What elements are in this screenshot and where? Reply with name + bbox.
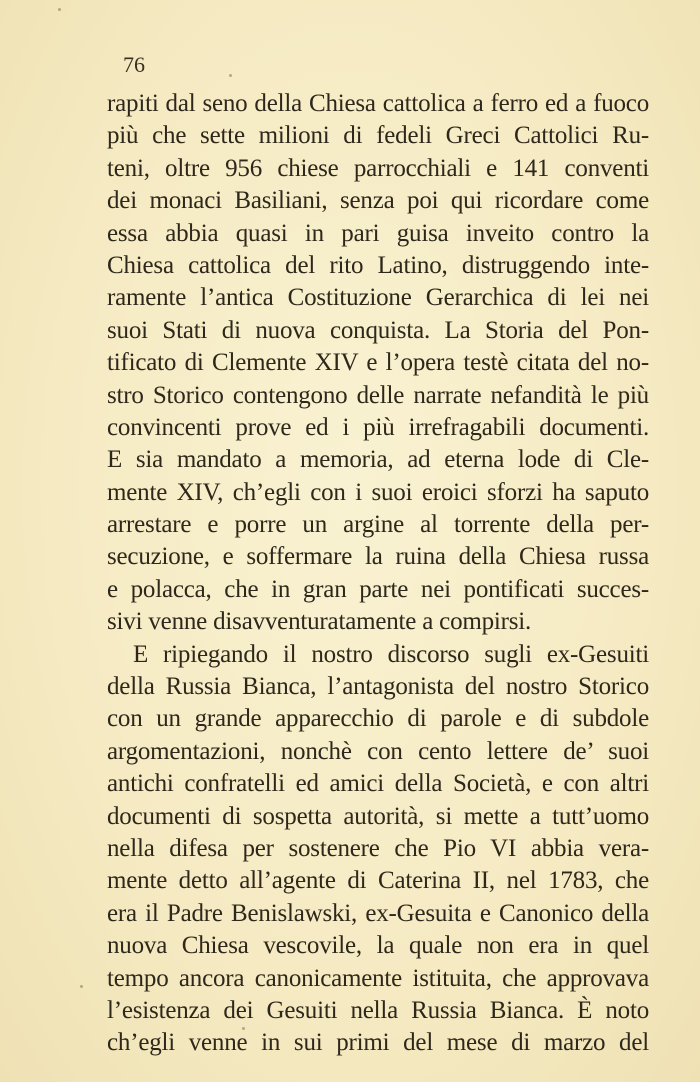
text-line: convincenti prove ed i più irrefragabili documenti.: [107, 413, 649, 441]
paper-speck: [229, 74, 232, 77]
text-line: teni, oltre 956 chiese parrocchiali e 141 conventi: [107, 154, 649, 182]
text-line: stro Storico contengono delle narrate nefandità le più: [107, 381, 649, 409]
text-line: nella difesa per sostenere che Pio VI abbia vera-: [107, 834, 649, 862]
text-line: argomentazioni, nonchè con cento lettere de’ suoi: [107, 737, 649, 765]
text-line: rapiti dal seno della Chiesa cattolica a ferro ed a fuoco: [107, 90, 649, 117]
text-line: e polacca, che in gran parte nei pontificati succes-: [107, 575, 649, 603]
text-line: suoi Stati di nuova conquista. La Storia del Pon-: [107, 316, 649, 344]
text-line: E sia mandato a memoria, ad eterna lode di Cle-: [107, 446, 649, 474]
text-line: nuova Chiesa vescovile, la quale non era in quel: [107, 932, 649, 960]
text-line: arrestare e porre un argine al torrente della per-: [107, 511, 649, 539]
text-line: più che sette milioni di fedeli Greci Cattolici Ru-: [107, 122, 649, 150]
text-line: Chiesa cattolica del rito Latino, distruggendo inte-: [107, 251, 649, 279]
paper-speck: [58, 8, 61, 11]
text-line: antichi confratelli ed amici della Società, e con altri: [107, 770, 649, 798]
text-line: ch’egli venne in sui primi del mese di marzo del: [107, 1029, 649, 1057]
text-line: essa abbia quasi in pari guisa inveito contro la: [107, 219, 649, 247]
text-line: E ripiegando il nostro discorso sugli ex-Gesuiti: [133, 640, 649, 668]
paper-speck: [80, 985, 83, 988]
text-line: documenti di sospetta autorità, si mette a tutt’uomo: [107, 802, 649, 830]
text-line: mente detto all’agente di Caterina II, nel 1783, che: [107, 867, 649, 895]
text-line: era il Padre Benislawski, ex-Gesuita e Canonico della: [107, 899, 649, 927]
text-line: della Russia Bianca, l’antagonista del nostro Storico: [107, 673, 649, 701]
text-line: con un grande apparecchio di parole e di subdole: [107, 705, 649, 733]
page-number: 76: [123, 52, 145, 77]
body-text: [107, 88, 649, 1060]
text-line: l’esistenza dei Gesuiti nella Russia Bianca. È noto: [107, 996, 649, 1024]
text-line: sivi venne disavventuratamente a compirsi.: [107, 608, 532, 636]
text-line: secuzione, e soffermare la ruina della Chiesa russa: [107, 543, 649, 571]
text-line: tempo ancora canonicamente istituita, che approvava: [107, 964, 649, 992]
text-line: tificato di Clemente XIV e l’opera testè citata del no-: [107, 349, 649, 377]
text-line: ramente l’antica Costituzione Gerarchica di lei nei: [107, 284, 649, 312]
text-line: dei monaci Basiliani, senza poi qui ricordare come: [107, 187, 649, 215]
text-line: mente XIV, ch’egli con i suoi eroici sforzi ha saputo: [107, 478, 649, 506]
